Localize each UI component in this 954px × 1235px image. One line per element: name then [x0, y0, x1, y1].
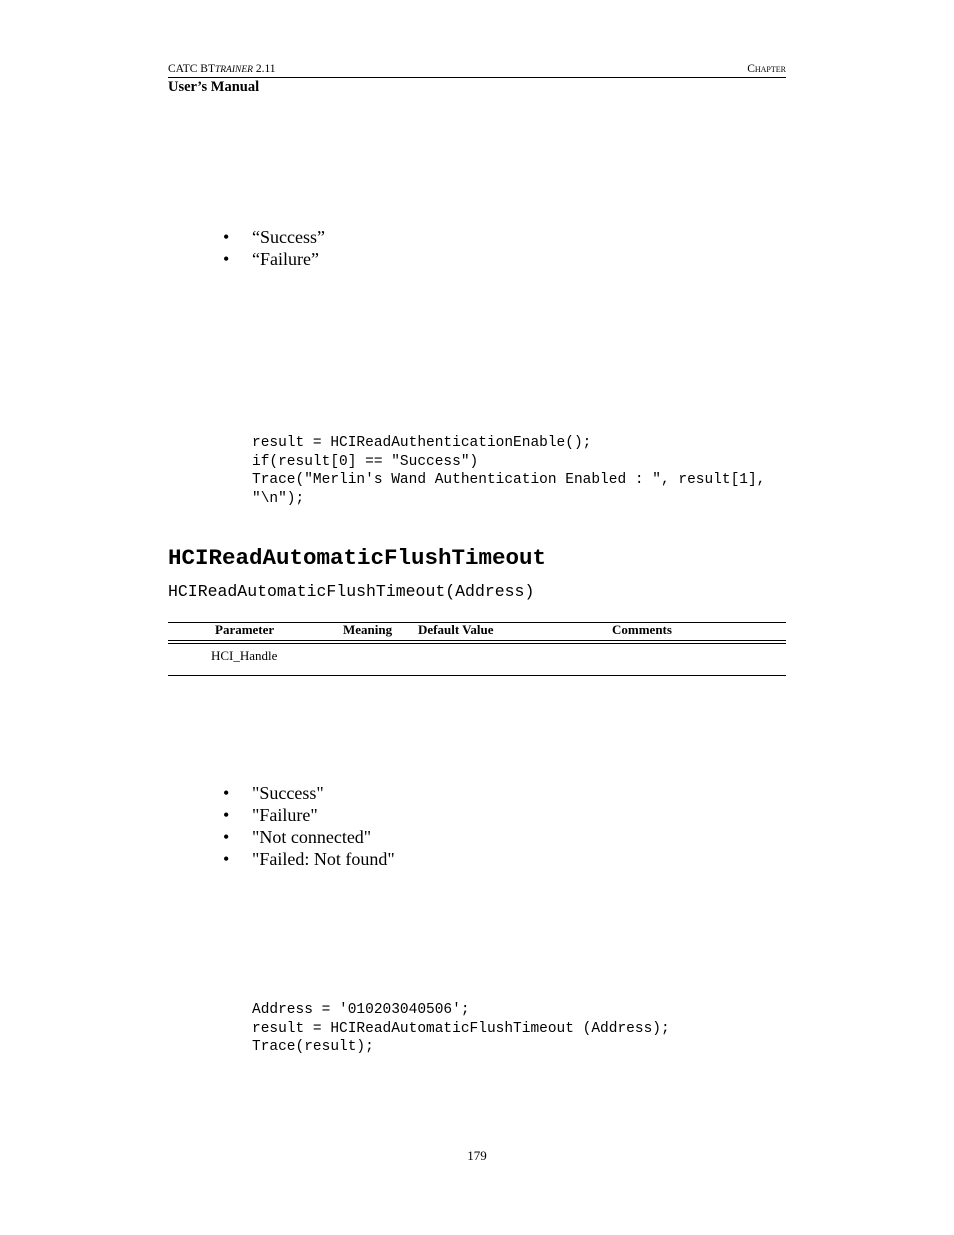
header-version: 2.11 — [252, 63, 276, 75]
bullet-icon: • — [223, 805, 230, 825]
table-cell-parameter: HCI_Handle — [211, 648, 278, 663]
header-product-smallcaps: TRAINER — [214, 65, 253, 75]
running-header-subtitle: User’s Manual — [168, 79, 260, 95]
code-example-2 — [252, 1001, 670, 1057]
page-number: 179 — [467, 1148, 487, 1163]
header-rule — [168, 77, 786, 78]
list-item — [223, 782, 395, 804]
list-item — [223, 248, 325, 270]
running-header-product — [168, 63, 276, 75]
list-item-text: "Success" — [252, 783, 324, 803]
code-line: "\n"); — [252, 490, 305, 507]
table-header-rule-1 — [168, 640, 786, 641]
return-values-list-1 — [223, 226, 325, 270]
code-line: if(result[0] == "Success") — [252, 453, 479, 470]
list-item — [223, 804, 395, 826]
table-header-meaning: Meaning — [343, 622, 393, 637]
list-item-text: "Not connected" — [252, 827, 372, 847]
running-header-chapter: Chapter — [747, 63, 786, 75]
list-item-text: "Failed: Not found" — [252, 849, 395, 869]
list-item-text: “Success” — [252, 227, 325, 247]
list-item — [223, 226, 325, 248]
return-values-list-2 — [223, 782, 395, 870]
bullet-icon: • — [223, 827, 230, 847]
table-header-parameter: Parameter — [215, 622, 275, 637]
bullet-icon: • — [223, 783, 230, 803]
table-header-default-value: Default Value — [418, 622, 494, 637]
list-item-text: “Failure” — [252, 249, 319, 269]
list-item-text: "Failure" — [252, 805, 318, 825]
header-product-prefix: CATC BT — [168, 63, 215, 75]
bullet-icon: • — [223, 227, 230, 247]
bullet-icon: • — [223, 849, 230, 869]
code-line: result = HCIReadAutomaticFlushTimeout (Address); — [252, 1020, 670, 1037]
list-item — [223, 848, 395, 870]
code-line: Trace("Merlin's Wand Authentication Enabled : ", result[1], — [252, 472, 766, 489]
code-line: Trace(result); — [252, 1039, 374, 1056]
code-line: result = HCIReadAuthenticationEnable(); — [252, 435, 592, 451]
table-bottom-rule — [168, 675, 786, 676]
table-header-comments: Comments — [612, 622, 672, 637]
code-example-1 — [252, 434, 765, 508]
function-signature: HCIReadAutomaticFlushTimeout(Address) — [168, 582, 535, 601]
list-item — [223, 826, 395, 848]
section-title: HCIReadAutomaticFlushTimeout — [168, 545, 547, 571]
bullet-icon: • — [223, 249, 230, 269]
table-header-rule-2 — [168, 643, 786, 644]
code-line: Address = '010203040506'; — [252, 1002, 470, 1018]
